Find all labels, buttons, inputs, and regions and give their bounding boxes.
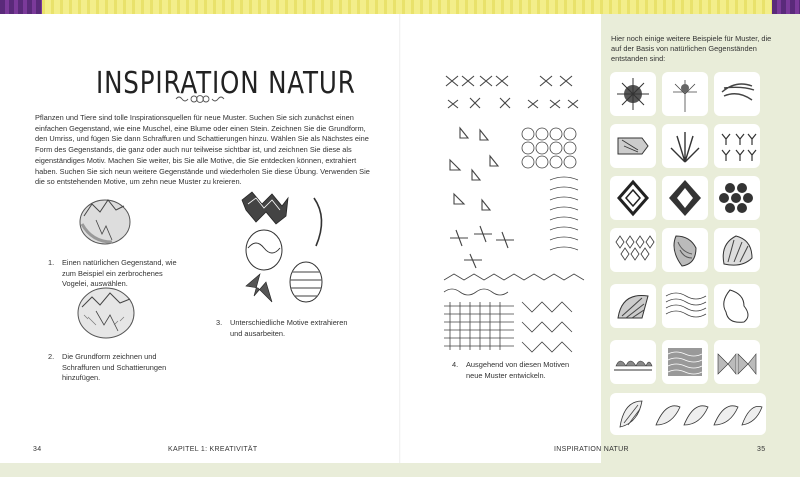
intro-paragraph: Pflanzen und Tiere sind tolle Inspirationsquellen für neue Muster. Suchen Sie sich zunächst einen einfachen Gegenstand, wie eine Muschel, eine Blume oder einen Stein. Zeichnen Sie die Grundform, den Umriss, und fügen Sie dann Schraffuren und Schattierungen hinzu. Wählen Sie als Nächstes eine Form des Gegenstands, die ganz oder auch nur teilweise sichtbar ist, und zeichnen Sie diese als eigenständiges Motiv. Machen Sie weiter, bis Sie alle Motive, die Sie entdecken können, extrahiert haben. Suchen Sie sich neun weitere Gegenstände und wiederholen Sie diese Übung. Verwenden Sie die so entstehenden Motive, um zehn neue Muster zu kreieren. <box>35 113 370 187</box>
top-band-left-accent <box>0 0 42 14</box>
top-band-right-accent <box>772 0 800 14</box>
sidebar-tile-scallop <box>714 228 760 272</box>
page-title: INSPIRATION NATUR <box>96 66 356 102</box>
top-pattern-band <box>0 0 800 14</box>
shaded-egg-illustration <box>70 285 142 341</box>
running-head-left: KAPITEL 1: KREATIVITÄT <box>168 446 258 453</box>
sidebar-tile-bark <box>662 340 708 384</box>
sidebar-tile-dandelion <box>662 72 708 116</box>
swirl-ornament-icon <box>174 94 226 104</box>
sidebar-tile-leaf-row <box>610 340 656 384</box>
sidebar-tile-fan-shell <box>610 284 656 328</box>
sidebar-tile-feather <box>714 72 760 116</box>
sidebar-tile-grass <box>662 124 708 168</box>
sidebar-tile-fan-pair <box>714 340 760 384</box>
sidebar-tile-oyster <box>662 228 708 272</box>
running-head-right: INSPIRATION NATUR <box>554 446 629 453</box>
page-number-left: 34 <box>33 446 42 453</box>
step-1-caption: 1. Einen natürlichen Gegenstand, wie zum Beispiel ein zerbrochenes Vogelei, auswählen. <box>48 258 177 289</box>
sidebar-tile-shell-tube <box>610 124 656 168</box>
sidebar-tile-diamond <box>662 176 708 220</box>
sidebar-tile-sea-urchin <box>610 72 656 116</box>
sidebar-tile-wood-grain <box>662 284 708 328</box>
sidebar-tile-knot <box>610 176 656 220</box>
sidebar-intro: Hier noch einige weitere Beispiele für Muster, die auf der Basis von natürlichen Gegenständen entstanden sind: <box>611 34 772 63</box>
page-gutter <box>399 14 401 463</box>
step-4-caption: 4. Ausgehend von diesen Motiven neue Muster entwickeln. <box>452 360 570 380</box>
sidebar-tile-ginkgo-row <box>610 393 766 435</box>
sidebar-tile-stone <box>714 284 760 328</box>
extracted-motifs-illustration <box>236 190 336 310</box>
sidebar-tile-y-pattern <box>714 124 760 168</box>
sidebar-tile-scales <box>610 228 656 272</box>
sidebar-tile-honeycomb <box>714 176 760 220</box>
bottom-band <box>0 463 800 477</box>
pattern-sketches <box>440 70 600 360</box>
step-3-caption: 3. Unterschiedliche Motive extrahieren und ausarbeiten. <box>216 318 348 338</box>
cracked-egg-illustration <box>70 190 140 250</box>
step-2-caption: 2. Die Grundform zeichnen und Schraffuren und Schattierungen hinzufügen. <box>48 352 167 383</box>
page-number-right: 35 <box>757 446 766 453</box>
